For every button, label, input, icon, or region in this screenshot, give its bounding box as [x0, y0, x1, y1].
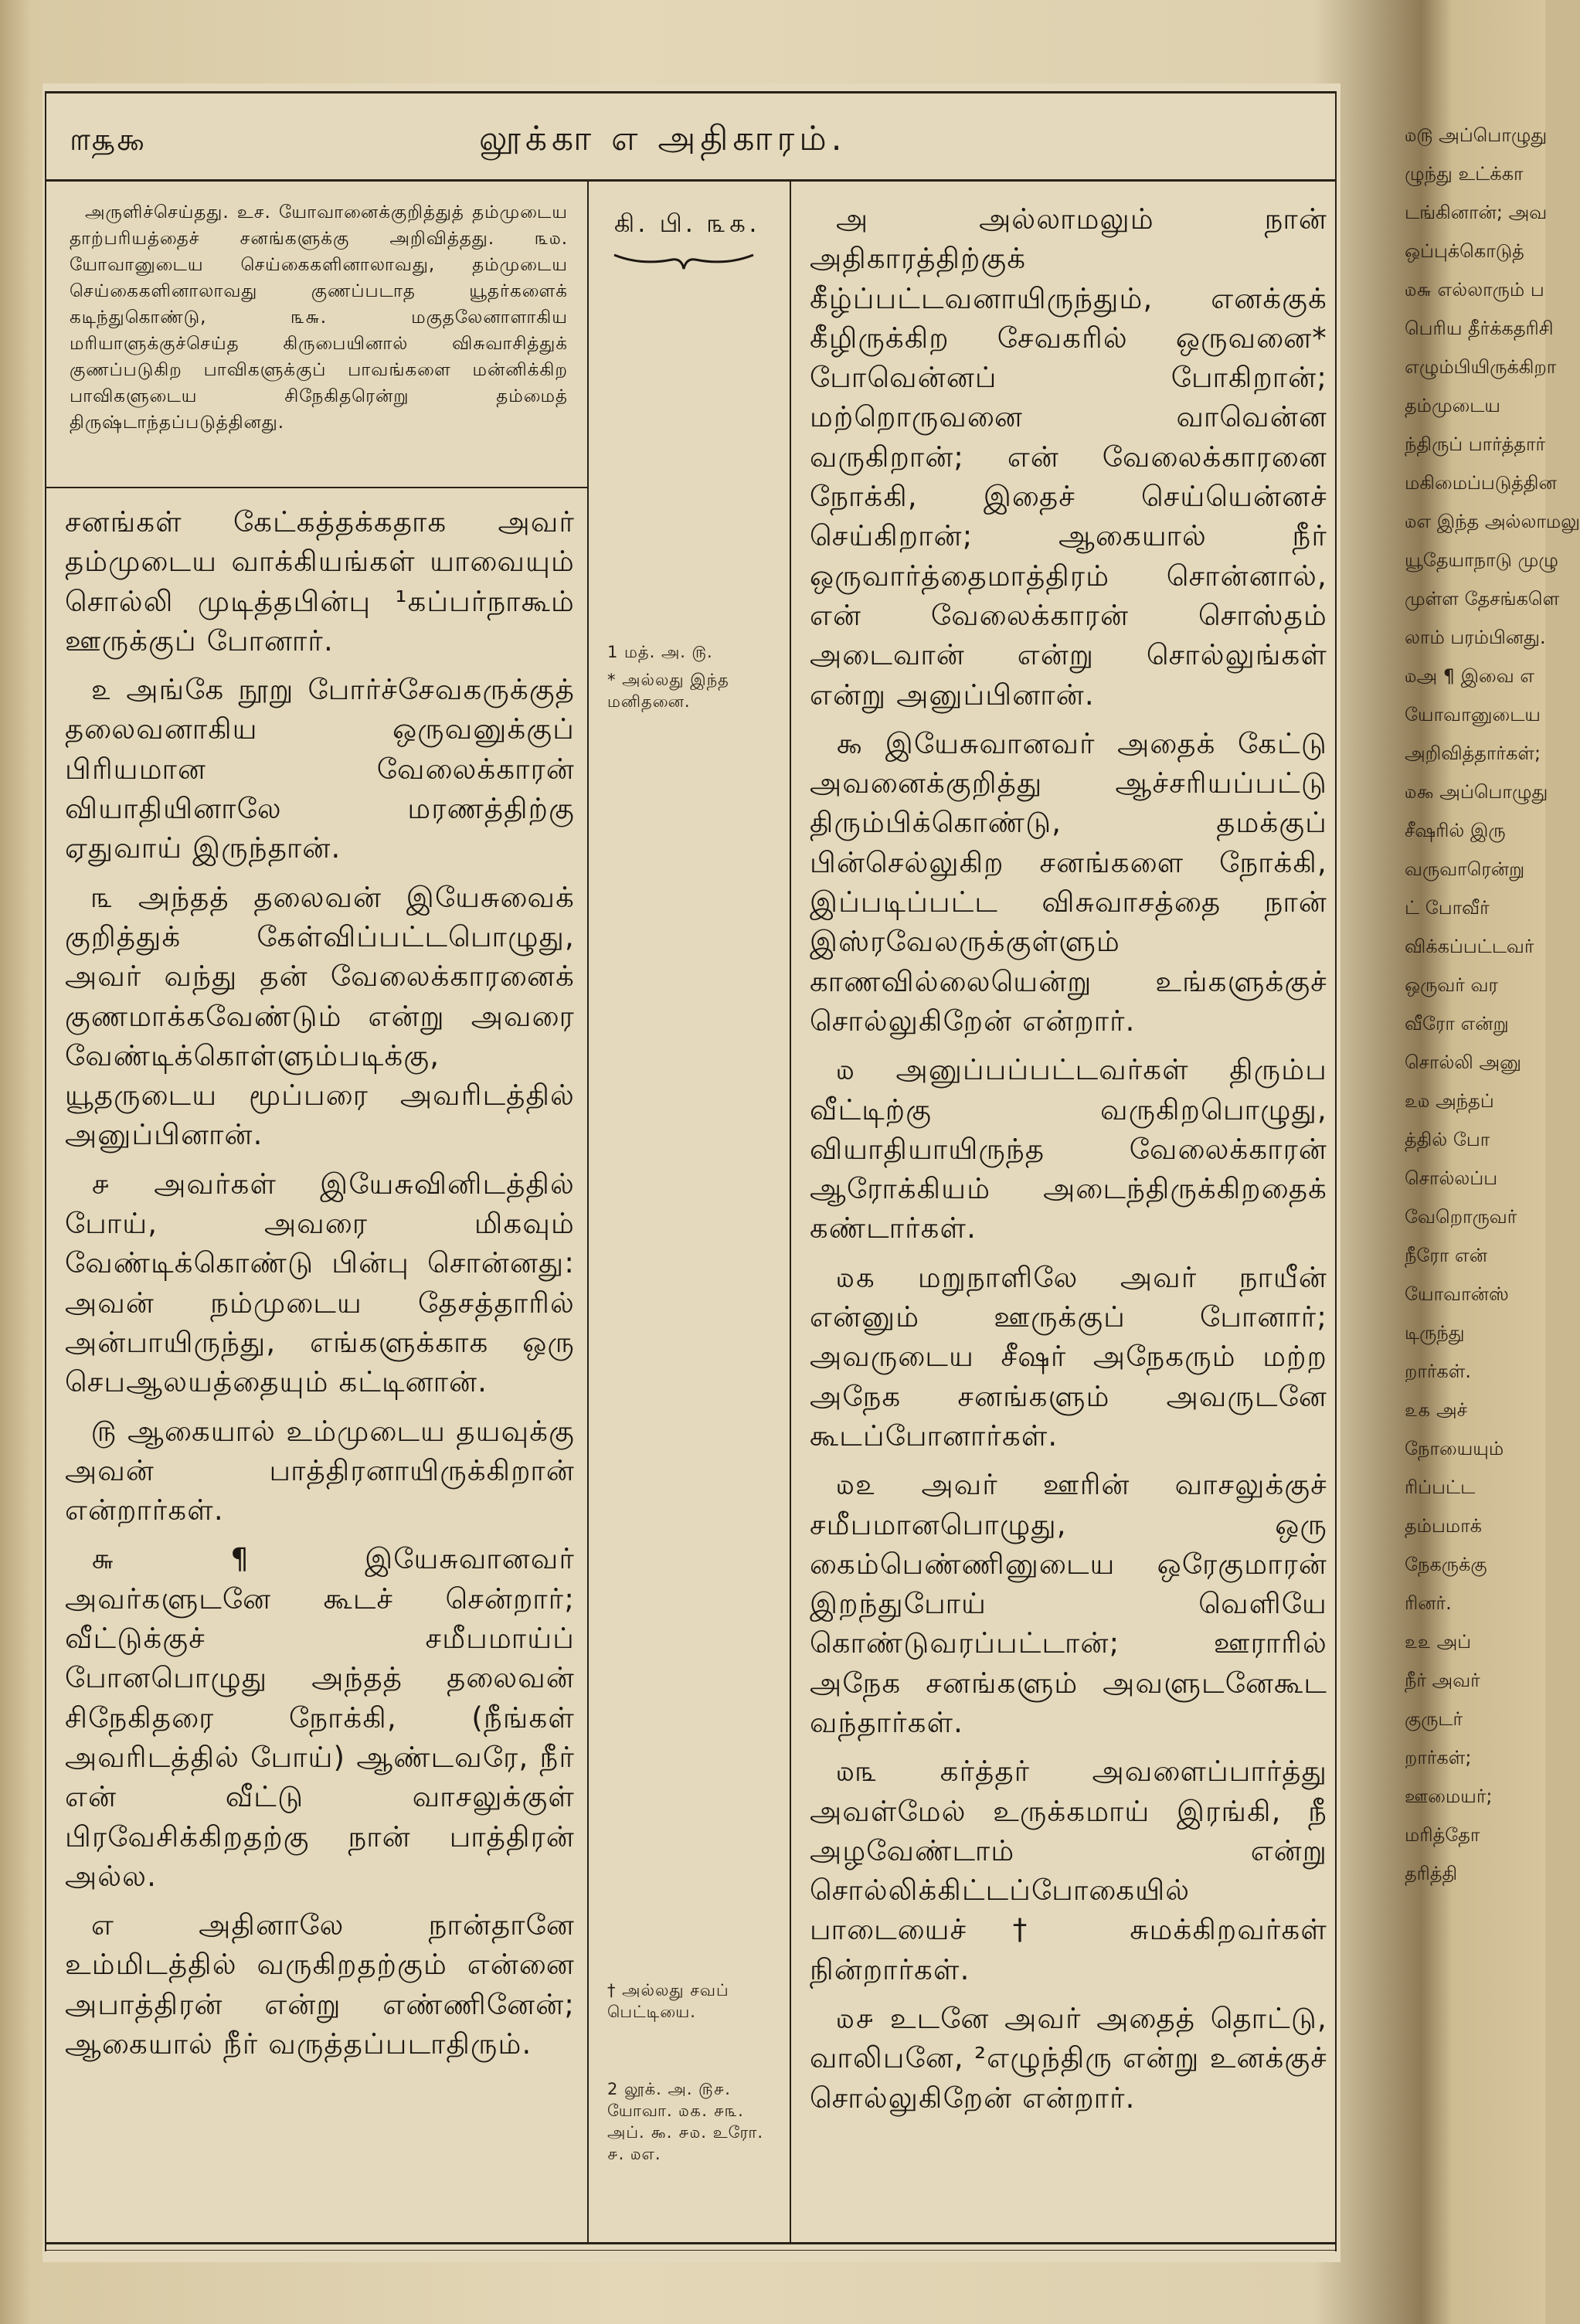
- adjacent-line: நீரோ என்: [1405, 1245, 1487, 1266]
- adjacent-line: லாம் பரம்பினது.: [1405, 627, 1546, 648]
- margin-column: [603, 209, 780, 272]
- adjacent-line: சொல்லப்ப: [1405, 1167, 1498, 1189]
- adjacent-line: ௰௯ அப்பொழுது: [1405, 781, 1548, 803]
- adjacent-line: ந்திருப் பார்த்தார்: [1405, 433, 1546, 455]
- summary-text: அருளிச்செய்தது. உச. யோவானைக்குறித்துத் தம்முடைய தாற்பரியத்தைச் சனங்களுக்கு அறிவித்தது. ௩௰. யோவானுடைய செய்கைகளினாலாவது, தம்முடைய செய்கைகளினாலாவது குணப்படாத யூதர்களைக் கடிந்துகொண்டு, ௩௬. மகுதலேனாளாகிய மரியாளுக்குச்செய்த கிருபையினால் விசுவாசித்துக் குணப்படுகிற பாவிகளுக்குப் பாவங்களை மன்னிக்கிற பாவிகளுடைய சிநேகிதரென்று தம்மைத் திருஷ்டாந்தப்படுத்தினது.: [70, 202, 568, 433]
- verse: ௫ ஆகையால் உம்முடைய தயவுக்கு அவன் பாத்திரனாயிருக்கிறான் என்றார்கள்.: [65, 1414, 575, 1527]
- adjacent-page-edge: [1405, 116, 1580, 2279]
- ornament-flourish: [610, 249, 757, 272]
- column-divider-right: [790, 181, 791, 2242]
- page-number: ௱௲௯: [70, 122, 147, 158]
- frame-bottom-rule-thin: [45, 2250, 1337, 2251]
- header-bottom-rule: [45, 179, 1337, 182]
- adjacent-line: நீர் அவர்: [1405, 1670, 1480, 1691]
- adjacent-line: சீஷரில் இரு: [1405, 820, 1506, 841]
- adjacent-line: ஊமையர்;: [1405, 1785, 1493, 1807]
- adjacent-line: யோவானுடைய: [1405, 704, 1541, 725]
- adjacent-line: த்தில் போ: [1405, 1129, 1490, 1150]
- adjacent-line: எழும்பியிருக்கிறா: [1405, 356, 1557, 378]
- verse: ௪ அவர்கள் இயேசுவினிடத்தில் போய், அவரை மிகவும் வேண்டிக்கொண்டு பின்பு சொன்னது: அவன் நம்முடைய தேசத்தாரில் அன்பாயிருந்து, எங்களுக்காக ஒரு செபஆலயத்தையும் கட்டினான்.: [65, 1167, 575, 1399]
- frame-bottom-rule: [45, 2242, 1337, 2244]
- adjacent-line: மரித்தோ: [1405, 1824, 1480, 1846]
- adjacent-line: ஒருவர் வர: [1405, 974, 1498, 996]
- adjacent-line: அறிவித்தார்கள்;: [1405, 742, 1541, 764]
- running-title: லூக்கா எ அதிகாரம்.: [479, 119, 847, 158]
- adjacent-line: ௰அ ¶ இவை எ: [1405, 665, 1535, 687]
- verse: ௩ அந்தத் தலைவன் இயேசுவைக் குறித்துக் கேள்விப்பட்டபொழுது, அவர் வந்து தன் வேலைக்காரனைக் குணமாக்கவேண்டும் என்று அவரை வேண்டிக்கொள்ளும்படிக்கு, யூதருடைய மூப்பரை அவரிடத்தில் அனுப்பினான்.: [65, 880, 575, 1152]
- adjacent-line: றார்கள்.: [1405, 1361, 1472, 1382]
- verse: அ அல்லாமலும் நான் அதிகாரத்திற்குக் கீழ்ப்பட்டவனாயிருந்தும், எனக்குக் கீழிருக்கிற சேவகரில் ஒருவனை* போவென்னப் போகிறான்; மற்றொருவனை வாவென்ன வருகிறான்; என் வேலைக்காரனை நோக்கி, இதைச் செய்யென்னச் செய்கிறான்; ஆகையால் நீர் ஒருவார்த்தைமாத்திரம் சொன்னால், என் வேலைக்காரன் சொஸ்தம் அடைவான் என்று சொல்லுங்கள் என்று அனுப்பினான்.: [810, 202, 1327, 712]
- adjacent-line: வேறொருவர்: [1405, 1206, 1517, 1228]
- adjacent-line: நேகருக்கு: [1405, 1554, 1487, 1575]
- verse: ௬ ¶ இயேசுவானவர் அவர்களுடனே கூடச் சென்றார்; வீட்டுக்குச் சமீபமாய்ப் போனபொழுது அந்தத் தலைவன் சிநேகிதரை நோக்கி, (நீங்கள் அவரிடத்தில் போய்) ஆண்டவரே, நீர் என் வீட்டு வாசலுக்குள் பிரவேசிக்கிறதற்கு நான் பாத்திரன் அல்ல.: [65, 1542, 575, 1893]
- verse: சனங்கள் கேட்கத்தக்கதாக அவர் தம்முடைய வாக்கியங்கள் யாவையும் சொல்லி முடித்தபின்பு ¹கப்பர்நாகூம் ஊருக்குப் போனார்.: [65, 505, 575, 657]
- adjacent-line: முள்ள தேசங்களெ: [1405, 588, 1560, 610]
- adjacent-line: தம்பமாக்: [1405, 1515, 1483, 1537]
- verse: ௰௧ மறுநாளிலே அவர் நாயீன் என்னும் ஊருக்குப் போனார்; அவருடைய சீஷர் அநேகரும் மற்ற அநேக சனங்களும் அவருடனே கூடப்போனார்கள்.: [810, 1260, 1327, 1452]
- verse: ௯ இயேசுவானவர் அதைக் கேட்டு அவனைக்குறித்து ஆச்சரியப்பட்டு திரும்பிக்கொண்டு, தமக்குப் பின்செல்லுகிற சனங்களை நோக்கி, இப்படிப்பட்ட விசுவாசத்தை நான் இஸ்ரவேலருக்குள்ளும் காணவில்லையென்று உங்களுக்குச் சொல்லுகிறேன் என்றார்.: [810, 726, 1327, 1038]
- verse: ௰௩ கர்த்தர் அவளைப்பார்த்து அவள்மேல் உருக்கமாய் இரங்கி, நீ அழவேண்டாம் என்று சொல்லிக்கிட்டப்போகையில் பாடையைச்† சுமக்கிறவர்கள் நின்றார்கள்.: [810, 1755, 1327, 1986]
- verse: எ அதினாலே நான்தானே உம்மிடத்தில் வருகிறதற்கும் என்னை அபாத்திரன் என்று எண்ணினேன்; ஆகையால் நீர் வருத்தப்படாதிரும்.: [65, 1908, 575, 2061]
- adjacent-line: ரிப்பட்ட: [1405, 1476, 1476, 1498]
- marginal-note: * அல்லது இந்த மனிதனை.: [607, 671, 729, 711]
- page-header: [46, 116, 1337, 162]
- marginal-note: † அல்லது சவப் பெட்டியை.: [607, 1981, 729, 2021]
- adjacent-line: பெரிய தீர்க்கதரிசி: [1405, 318, 1554, 339]
- summary-divider: [46, 487, 587, 488]
- adjacent-line: நோயையும்: [1405, 1438, 1504, 1459]
- adjacent-line: வீரோ என்று: [1405, 1013, 1509, 1035]
- adjacent-line: ௨௰ அந்தப்: [1405, 1090, 1494, 1112]
- adjacent-line: ழுந்து உட்க்கா: [1405, 163, 1524, 185]
- adjacent-line: குருடர்: [1405, 1708, 1463, 1730]
- adjacent-line: ௨௧ அச்: [1405, 1399, 1467, 1421]
- adjacent-line: யூதேயாநாடு முழு: [1405, 549, 1558, 571]
- adjacent-line: யோவான்ஸ்: [1405, 1283, 1509, 1305]
- adjacent-line: டிருந்து: [1405, 1322, 1465, 1344]
- adjacent-line: ஒப்புக்கொடுத்: [1405, 240, 1524, 262]
- adjacent-line: ட் போவீர்: [1405, 897, 1490, 919]
- adjacent-line: தம்முடைய: [1405, 395, 1500, 416]
- adjacent-line: ௰௬ எல்லாரும் ப: [1405, 279, 1544, 301]
- adjacent-line: விக்கப்பட்டவர்: [1405, 936, 1534, 957]
- chapter-summary: [70, 199, 568, 436]
- adjacent-line: டங்கினான்; அவ: [1405, 202, 1548, 223]
- adjacent-line: தரித்தி: [1405, 1863, 1458, 1884]
- adjacent-line: ௨௨ அப்: [1405, 1631, 1472, 1653]
- verse: ௰௪ உடனே அவர் அதைத் தொட்டு, வாலிபனே, ²எழுந்திரு என்று உனக்குச் சொல்லுகிறேன் என்றார்.: [810, 2002, 1327, 2115]
- adjacent-line: சொல்லி அனு: [1405, 1052, 1522, 1073]
- adjacent-line: ௰௫ அப்பொழுது: [1405, 124, 1548, 146]
- frame-top-rule: [45, 91, 1337, 93]
- marginal-note: 1 மத். அ. ௫.: [607, 643, 713, 661]
- adjacent-line: மகிமைப்படுத்தின: [1405, 472, 1557, 494]
- adjacent-line: ரினர்.: [1405, 1592, 1452, 1614]
- year-reference: கி. பி. ௩௧.: [614, 209, 760, 238]
- frame-left-rule: [45, 91, 46, 2251]
- adjacent-line: வருவாரென்று: [1405, 858, 1525, 880]
- adjacent-line: றார்கள்;: [1405, 1747, 1472, 1768]
- left-column: [65, 502, 575, 2073]
- right-column: [810, 199, 1327, 2127]
- column-divider-left: [587, 181, 589, 2242]
- adjacent-line: ௰எ இந்த அல்லாமலு: [1405, 511, 1580, 532]
- marginal-note: 2 லூக். அ. ௫௪. யோவா. ௰௧. ௪௩. அப். ௯. ௪௰. உரோ. ௪. ௰எ.: [607, 2080, 764, 2163]
- verse: ௰௨ அவர் ஊரின் வாசலுக்குச் சமீபமானபொழுது, ஒரு கைம்பெண்ணினுடைய ஒரேகுமாரன் இறந்துபோய் வெளியே கொண்டுவரப்பட்டான்; ஊராரில் அநேக சனங்களும் அவளுடனேகூட வந்தார்கள்.: [810, 1468, 1327, 1739]
- frame-right-rule: [1335, 91, 1337, 2251]
- verse: ௨ அங்கே நூறு போர்ச்சேவகருக்குத் தலைவனாகிய ஒருவனுக்குப் பிரியமான வேலைக்காரன் வியாதியினாலே மரணத்திற்கு ஏதுவாய் இருந்தான்.: [65, 673, 575, 865]
- verse: ௰ அனுப்பப்பட்டவர்கள் திரும்ப வீட்டிற்கு வருகிறபொழுது, வியாதியாயிருந்த வேலைக்காரன் ஆரோக்கியம் அடைந்திருக்கிறதைக் கண்டார்கள்.: [810, 1053, 1327, 1245]
